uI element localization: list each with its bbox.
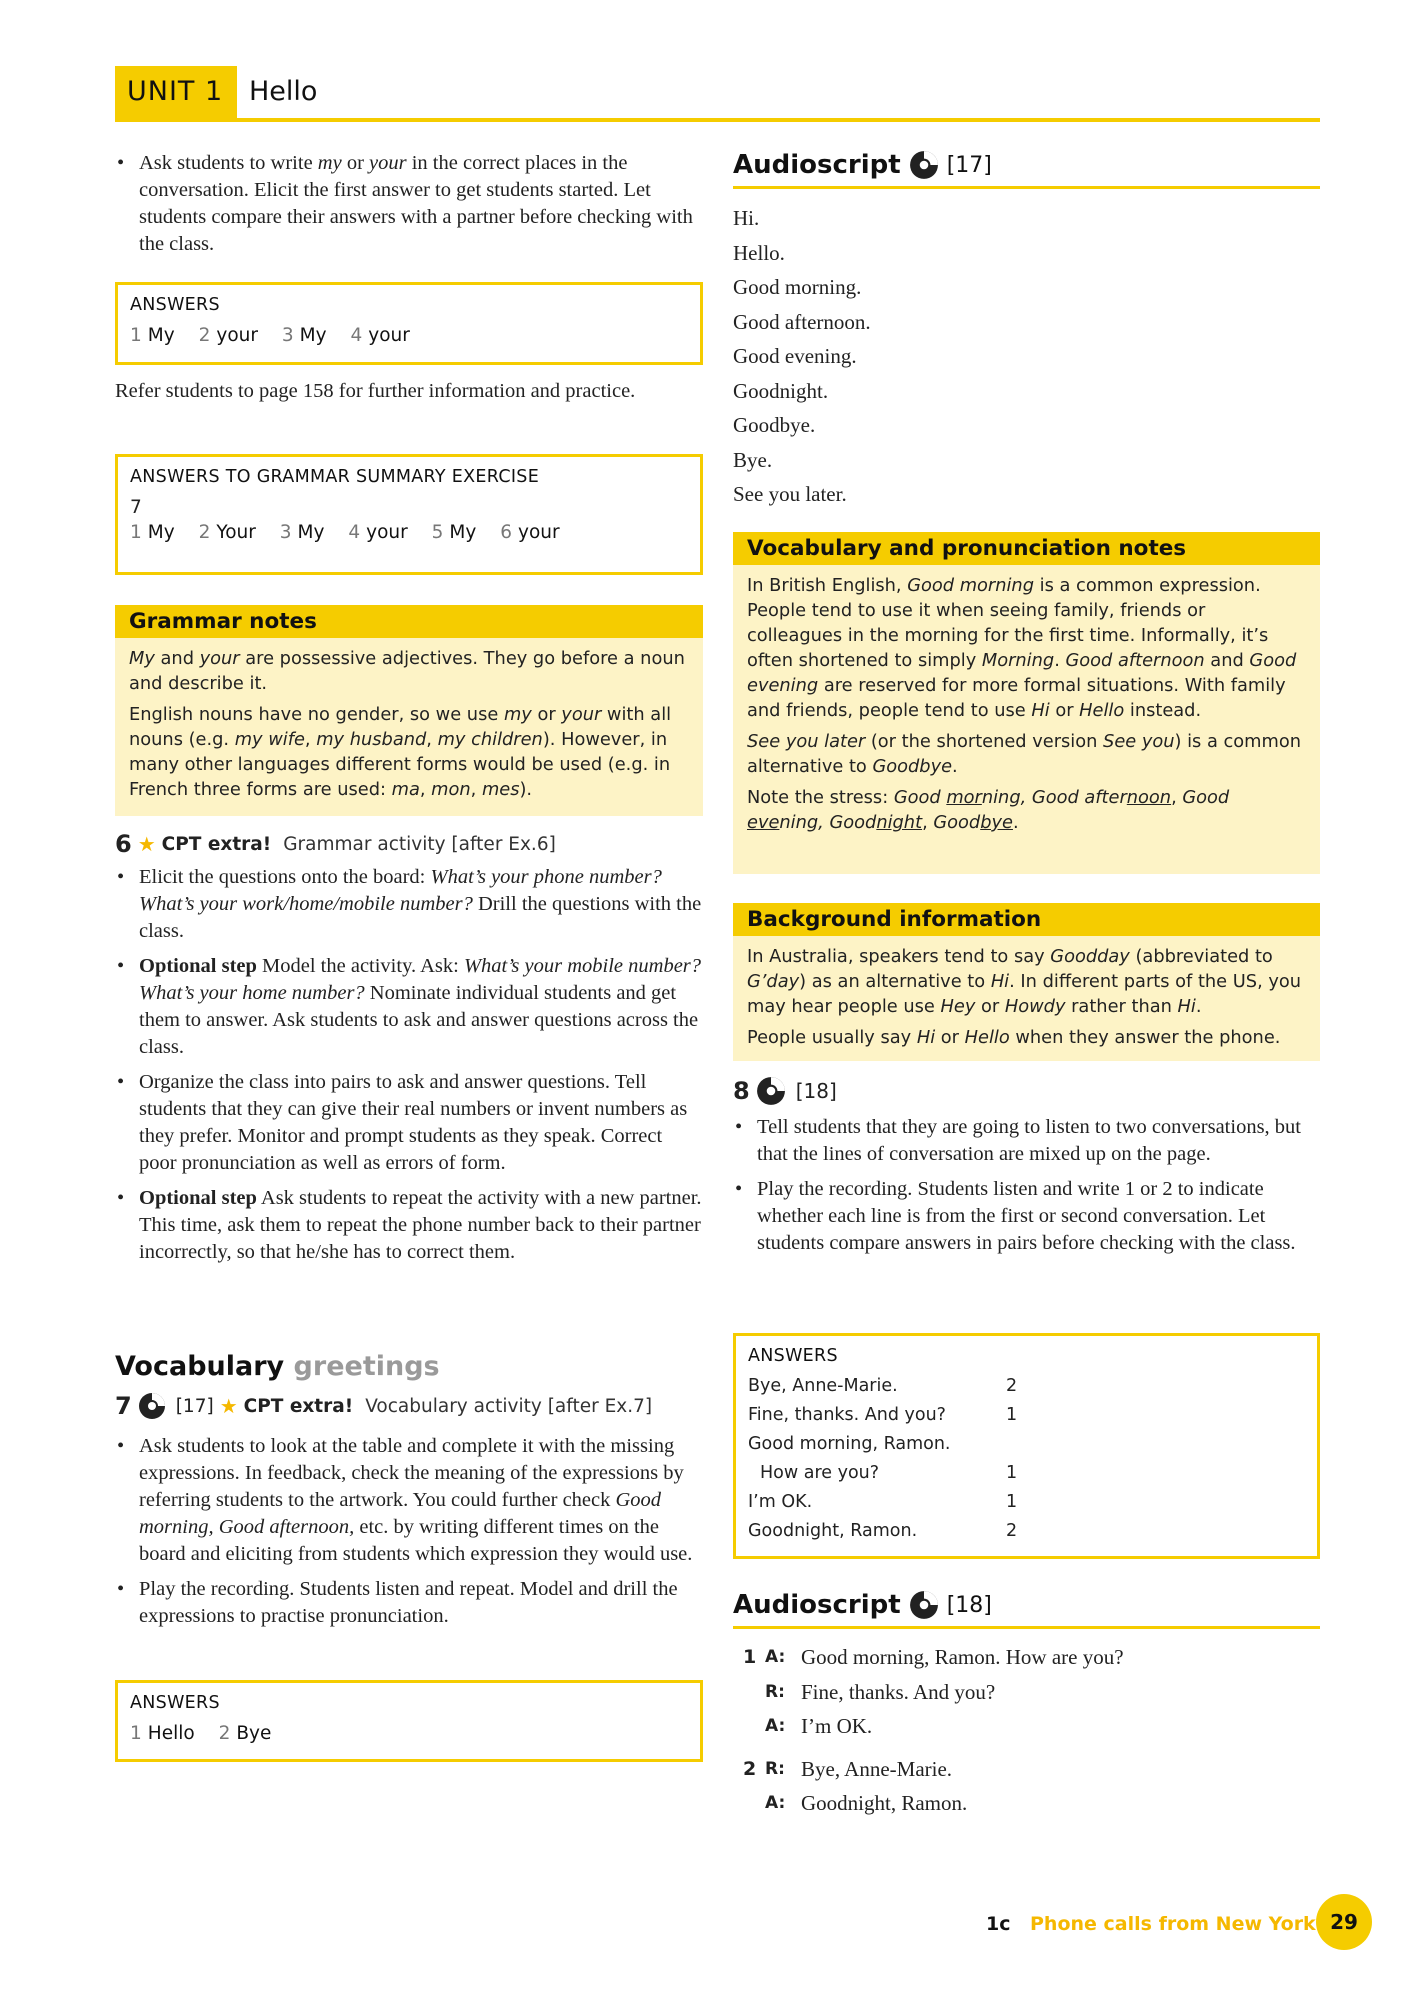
lesson-code: 1c	[986, 1913, 1011, 1935]
audioscript-18-heading	[733, 1590, 1320, 1629]
unit-header	[115, 66, 1320, 122]
grammar-notes-title: Grammar notes	[115, 605, 703, 638]
script-line: Goodnight.	[733, 378, 829, 403]
unit-tag	[115, 66, 237, 118]
exercise-8-heading	[733, 1076, 1320, 1106]
track-number: [18]	[795, 1079, 837, 1103]
script-line: Hi.	[733, 206, 760, 230]
audioscript-17-lines	[733, 201, 1320, 512]
list-item: • Elicit the questions onto the board: What’s your phone number? What’s your work/home/mobile number? Drill the questions with the class.	[115, 864, 703, 945]
answers-label: ANSWERS	[130, 1693, 220, 1713]
grammar-notes	[115, 605, 703, 816]
answers-row: 1 My 2 Your 3 My 4 your 5 My 6 your	[130, 522, 560, 543]
dialog-line: A: I’m OK.	[765, 1714, 873, 1738]
cd-icon	[909, 1590, 939, 1620]
unit-title: Hello	[249, 76, 318, 107]
star-icon: ★	[137, 832, 156, 856]
list-item: • Tell students that they are going to listen to two conversations, but that the lines of conversation are mixed up on the page.	[733, 1114, 1320, 1168]
cd-icon	[138, 1392, 166, 1420]
answers-label: ANSWERS TO GRAMMAR SUMMARY EXERCISE	[130, 467, 540, 487]
audioscript-title: Audioscript	[733, 150, 901, 180]
table-row: Good morning, Ramon.	[748, 1434, 951, 1454]
audioscript-title: Audioscript	[733, 1590, 901, 1620]
table-row: How are you? 1	[760, 1463, 1018, 1483]
script-line: Goodbye.	[733, 413, 816, 437]
intro-bullet: • Ask students to write my or your in the correct places in the conversation. Elicit the first answer to get students started. Let students compare their answers with a partner before checking with the class.	[115, 150, 703, 258]
exercise-8-bullets	[733, 1114, 1320, 1265]
exercise-6-bullets	[115, 864, 703, 1274]
answers-box-2	[115, 454, 703, 575]
list-item: • Play the recording. Students listen and write 1 or 2 to indicate whether each line is from the first or second conversation. Let students compare answers in pairs before checking with the class.	[733, 1176, 1320, 1257]
background-information	[733, 903, 1320, 1061]
track-number: [17]	[175, 1395, 214, 1417]
script-line: Good evening.	[733, 344, 857, 368]
exercise-number: 8	[733, 1077, 750, 1105]
background-information-body: In Australia, speakers tend to say Goodday (abbreviated to G’day) as an alternative to Hi. In different parts of the US, you may hear people use Hey or Howdy rather than Hi. People usually say Hi or Hello when they answer the phone.	[747, 946, 1302, 1048]
page-footer	[986, 1894, 1376, 1954]
intro-bullets	[115, 150, 703, 266]
dialog-line: R: Fine, thanks. And you?	[765, 1679, 996, 1704]
background-information-title: Background information	[733, 903, 1320, 936]
audioscript-17-heading	[733, 150, 1320, 189]
exercise-7-bullets	[115, 1433, 703, 1638]
exercise-number: 6	[115, 830, 132, 858]
cpt-extra-label: CPT extra!	[161, 833, 272, 855]
list-item: • Organize the class into pairs to ask and answer questions. Tell students that they can give their real numbers or invent numbers as they prefer. Monitor and prompt students as they speak. Correct poor pronunciation as well as errors of form.	[115, 1069, 703, 1177]
vocabulary-notes	[733, 532, 1320, 874]
script-line: Bye.	[733, 447, 773, 472]
exercise-number: 7	[115, 1392, 132, 1420]
table-row: Goodnight, Ramon. 2	[748, 1521, 1018, 1541]
track-number: [18]	[946, 1592, 992, 1618]
lesson-title: Phone calls from New York	[1030, 1913, 1316, 1935]
exercise-6-heading	[115, 830, 703, 858]
page-number: 29	[1330, 1910, 1358, 1934]
script-line: Good afternoon.	[733, 309, 871, 334]
answers-box-4	[733, 1333, 1320, 1559]
activity-reference: Grammar activity [after Ex.6]	[283, 833, 556, 855]
exercise-number: 7	[130, 497, 142, 518]
table-row: Fine, thanks. And you? 1	[748, 1405, 1018, 1425]
list-item: • Play the recording. Students listen and repeat. Model and drill the expressions to practise pronunciation.	[115, 1576, 703, 1630]
script-line: Hello.	[733, 240, 785, 265]
cd-icon	[756, 1076, 786, 1106]
exercise-7-heading	[115, 1392, 703, 1420]
table-row: Bye, Anne-Marie. 2	[748, 1376, 1018, 1396]
unit-label: UNIT 1	[127, 76, 224, 107]
dialog-line: 2 R: Bye, Anne-Marie.	[743, 1756, 953, 1781]
refer-text: Refer students to page 158 for further information and practice.	[115, 380, 636, 402]
answers-table	[748, 1372, 1305, 1546]
answers-box-1	[115, 282, 703, 365]
list-item: • Ask students to look at the table and complete it with the missing expressions. In feedback, check the meaning of the expressions by referring students to the artwork. You could further check Good morning, Good afternoon, etc. by writing different times on the board and eliciting from students which expression they would use.	[115, 1433, 703, 1568]
answers-row: 1 Hello 2 Bye	[130, 1723, 272, 1744]
answers-box-3	[115, 1680, 703, 1762]
activity-reference: Vocabulary activity [after Ex.7]	[365, 1395, 653, 1417]
cpt-extra-label: CPT extra!	[243, 1395, 354, 1417]
answers-label: ANSWERS	[130, 295, 220, 315]
page-number-badge	[1316, 1894, 1372, 1950]
audioscript-18-dialog	[733, 1640, 1320, 1821]
list-item: • Optional step Ask students to repeat the activity with a new partner. This time, ask them to repeat the phone number back to their partner incorrectly, so that he/she has to correct them.	[115, 1185, 703, 1266]
list-item: • Optional step Model the activity. Ask: What’s your mobile number? What’s your home number? Nominate individual students and get them to answer. Ask students to ask and answer questions across the class.	[115, 953, 703, 1061]
star-icon: ★	[219, 1394, 238, 1418]
vocabulary-notes-title: Vocabulary and pronunciation notes	[733, 532, 1320, 565]
dialog-line: 1 A: Good morning, Ramon. How are you?	[743, 1645, 1124, 1669]
script-line: See you later.	[733, 482, 847, 506]
answers-row: 1 My 2 your 3 My 4 your	[130, 325, 410, 346]
table-row: I’m OK. 1	[748, 1492, 1018, 1512]
vocabulary-notes-body: In British English, Good morning is a common expression. People tend to use it when seeing family, friends or colleagues in the morning for the first time. Informally, it’s often shortened to simply Morning. Good afternoon and Good evening are reserved for more formal situations. With family and friends, people tend to use Hi or Hello instead. See you later (or the shortened version See you) is a common alternative to Goodbye. Note the stress: Good morning, Good afternoon, Good evening, Goodnight, Goodbye.	[747, 575, 1301, 833]
answers-label: ANSWERS	[748, 1346, 838, 1366]
track-number: [17]	[946, 152, 992, 178]
grammar-notes-body: My and your are possessive adjectives. They go before a noun and describe it. English nouns have no gender, so we use my or your with all nouns (e.g. my wife, my husband, my children). However, in many other languages different forms would be used (e.g. in French three forms are used: ma, mon, mes).	[129, 648, 685, 800]
cd-icon	[909, 150, 939, 180]
vocabulary-section-title: Vocabulary greetings	[115, 1351, 440, 1382]
dialog-line: A: Goodnight, Ramon.	[765, 1791, 968, 1815]
script-line: Good morning.	[733, 275, 862, 299]
